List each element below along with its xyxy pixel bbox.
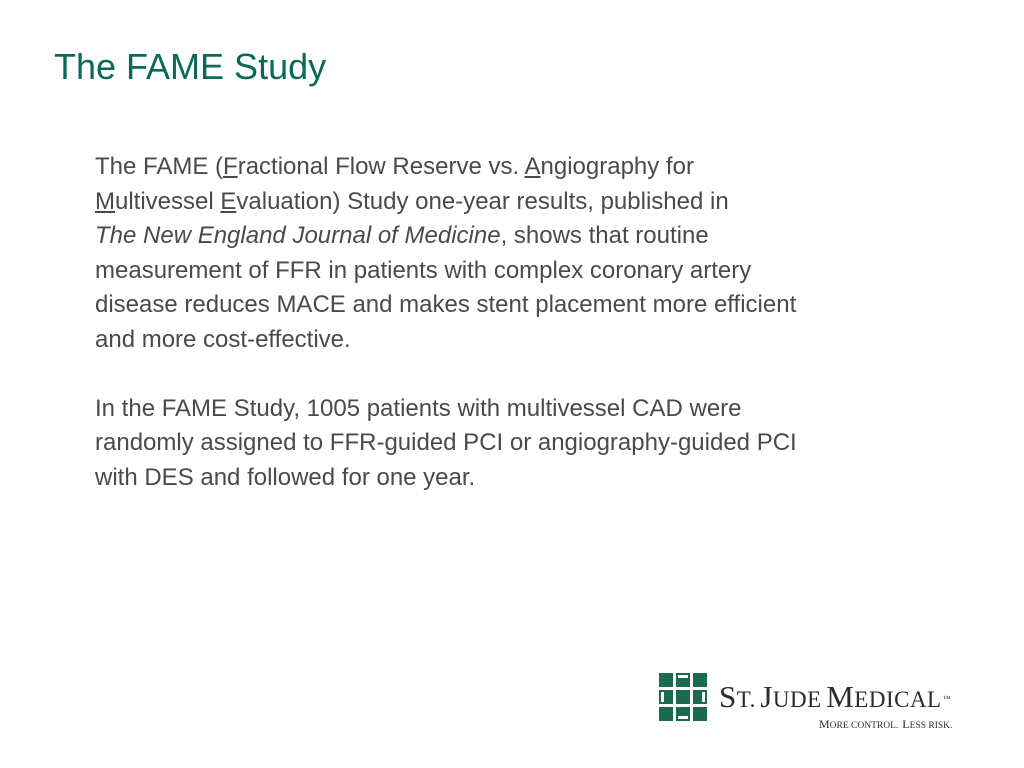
acronym-letter: M	[95, 187, 115, 215]
logo-wordmark: ST. JUDE MEDICAL™	[719, 679, 951, 714]
body-line: randomly assigned to FFR-guided PCI or angiography-guided PCI	[95, 429, 797, 456]
logo-grid-icon	[659, 673, 707, 721]
body-text-span: The FAME (	[95, 153, 224, 180]
slide-title: The FAME Study	[54, 46, 327, 87]
journal-name: The New England Journal of Medicine	[95, 222, 501, 249]
body-text-span: ngiography for	[540, 153, 694, 180]
body-line: In the FAME Study, 1005 patients with multivessel CAD were	[95, 394, 742, 422]
body-text-span: valuation) Study one-year results, published in	[236, 187, 729, 215]
slide-body	[95, 150, 955, 495]
body-line: with DES and followed for one year.	[95, 463, 476, 491]
body-line	[95, 219, 955, 254]
body-line: and more cost-effective.	[95, 325, 351, 353]
paragraph-gap	[95, 357, 955, 392]
acronym-letter: F	[223, 153, 238, 180]
body-text-span: , shows that routine	[500, 222, 709, 249]
logo-tagline: MORE CONTROL. LESS RISK.	[819, 717, 953, 731]
body-text-span: ultivessel	[115, 187, 221, 215]
body-line: disease reduces MACE and makes stent placement more efficient	[95, 291, 797, 318]
acronym-letter: E	[220, 187, 237, 215]
st-jude-medical-logo	[659, 673, 984, 729]
body-line: measurement of FFR in patients with complex coronary artery	[95, 256, 752, 284]
body-text-span: ractional Flow Reserve vs.	[237, 153, 525, 180]
body-line	[95, 150, 955, 185]
body-line	[95, 185, 955, 220]
acronym-letter: A	[524, 153, 541, 180]
